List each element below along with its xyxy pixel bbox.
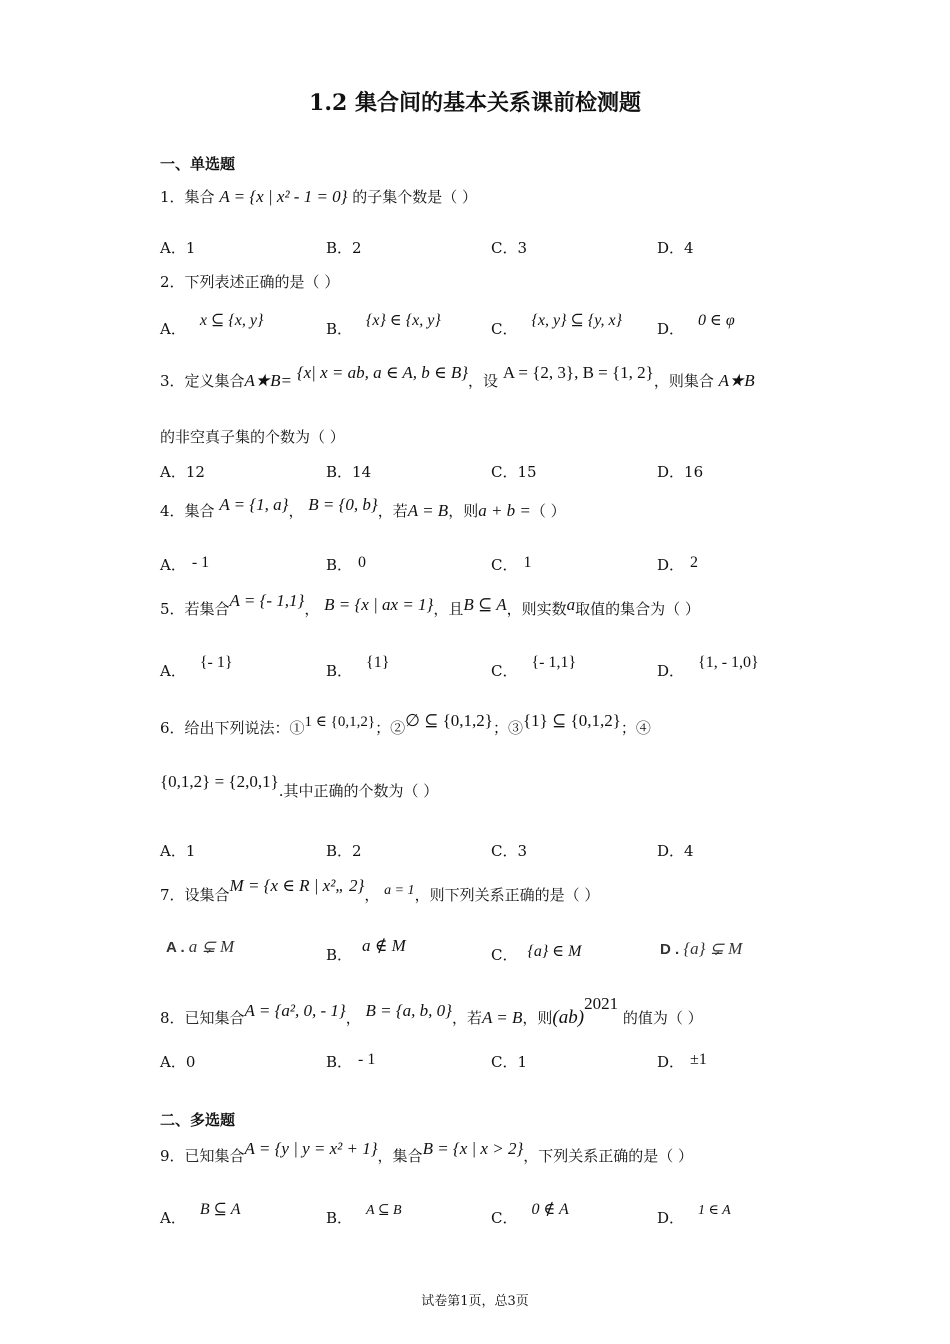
question-8-option-c: C．1 bbox=[491, 1053, 528, 1071]
question-6-option-d: D．4 bbox=[657, 842, 694, 860]
section-single-choice: 一、单选题 bbox=[160, 155, 236, 173]
question-8-option-b: B． - 1 bbox=[326, 1051, 376, 1071]
question-3-option-a: A．12 bbox=[160, 463, 205, 481]
question-2-prefix: 2．下列表述正确的是（ ） bbox=[160, 273, 340, 291]
question-2-option-b: B． {x} ∈ {x, y} bbox=[326, 312, 441, 338]
question-8-option-a: A．0 bbox=[160, 1053, 196, 1071]
question-6-option-b: B．2 bbox=[326, 842, 362, 860]
question-2 bbox=[160, 271, 339, 292]
question-6-option-a: A．1 bbox=[160, 842, 196, 860]
question-8: 8．已知集合A = {a², 0, - 1}， B = {a, b, 0}，若A = B，则(ab)2021 的值为（ ） bbox=[160, 994, 703, 1028]
question-4: 4．集合 A = {1, a}， B = {0, b}，若A = B，则a + b =（ ） bbox=[160, 495, 566, 520]
question-1-option-b: B．2 bbox=[326, 239, 362, 257]
question-3-option-b: B．14 bbox=[326, 463, 372, 481]
question-2-option-a: A． x ⊆ {x, y} bbox=[160, 312, 264, 338]
question-8-option-d: D． ±1 bbox=[657, 1051, 707, 1071]
question-1-option-a: A．1 bbox=[160, 239, 196, 257]
question-1-option-c: C．3 bbox=[491, 239, 528, 257]
question-7-option-a: A . a ⊊ M bbox=[166, 937, 235, 956]
question-5-option-d: D． {1, - 1,0} bbox=[657, 654, 759, 680]
question-3-option-d: D．16 bbox=[657, 463, 704, 481]
question-4-option-d: D． 2 bbox=[657, 554, 699, 574]
question-3: 3．定义集合A★B= {x| x = ab, a ∈ A, b ∈ B}，设 A = {2, 3}, B = {1, 2}，则集合 A★B bbox=[160, 363, 755, 390]
question-5: 5．若集合A = {- 1,1}， B = {x | ax = 1}，且B ⊆ A，则实数a取值的集合为（ ） bbox=[160, 591, 700, 618]
question-3-operator: A★B= bbox=[244, 371, 293, 390]
question-7-option-c: C． {a} ∈ M bbox=[491, 943, 582, 964]
question-2-option-d: D． 0 ∈ φ bbox=[657, 312, 735, 338]
question-1-math: A = {x | x² - 1 = 0} bbox=[219, 187, 348, 206]
question-4-option-c: C． 1 bbox=[491, 554, 532, 574]
question-9-option-d: D． 1 ∈ A bbox=[657, 1203, 731, 1227]
question-6: 6．给出下列说法：①1 ∈ {0,1,2}；②∅ ⊆ {0,1,2}；③{1} ⊆ {0,1,2}；④ bbox=[160, 711, 651, 737]
question-6-option-c: C．3 bbox=[491, 842, 528, 860]
question-1-option-d: D．4 bbox=[657, 239, 694, 257]
question-4-option-a: A． - 1 bbox=[160, 554, 210, 574]
question-9-option-b: B． A ⊆ B bbox=[326, 1203, 402, 1227]
question-7: 7．设集合M = {x ∈ R | x²„ 2}， a = 1，则下列关系正确的是（ ） bbox=[160, 876, 600, 904]
section-multiple-choice: 二、多选题 bbox=[160, 1111, 236, 1129]
question-7-option-b: B． a ∉ M bbox=[326, 936, 406, 964]
question-7-option-d: D . {a} ⊊ M bbox=[660, 939, 743, 958]
question-3-line-2: 的非空真子集的个数为（ ） bbox=[160, 428, 345, 446]
page-footer: 试卷第1页，总3页 bbox=[421, 1294, 529, 1309]
question-5-option-a: A． {- 1} bbox=[160, 654, 233, 680]
question-3-option-c: C．15 bbox=[491, 463, 537, 481]
question-5-option-c: C． {- 1,1} bbox=[491, 654, 577, 680]
page-title: 1.2 集合间的基本关系课前检测题 bbox=[309, 90, 641, 116]
question-4-option-b: B． 0 bbox=[326, 554, 367, 574]
question-2-option-c: C． {x, y} ⊆ {y, x} bbox=[491, 312, 623, 338]
question-3-math: {x| x = ab, a ∈ A, b ∈ B} bbox=[296, 363, 469, 382]
question-9: 9．已知集合A = {y | y = x² + 1}，集合B = {x | x > 2}，下列关系正确的是（ ） bbox=[160, 1139, 694, 1165]
question-1-suffix: 的子集个数是（ ） bbox=[352, 188, 478, 206]
question-5-option-b: B． {1} bbox=[326, 654, 390, 680]
question-9-option-c: C． 0 ∉ A bbox=[491, 1201, 569, 1227]
question-1-prefix: 1．集合 bbox=[160, 188, 215, 206]
question-9-option-a: A． B ⊆ A bbox=[160, 1201, 241, 1227]
question-6-line-2: {0,1,2} = {2,0,1}.其中正确的个数为（ ） bbox=[160, 772, 439, 800]
question-1 bbox=[160, 186, 477, 207]
question-3-math-2: A = {2, 3}, B = {1, 2} bbox=[502, 363, 654, 382]
